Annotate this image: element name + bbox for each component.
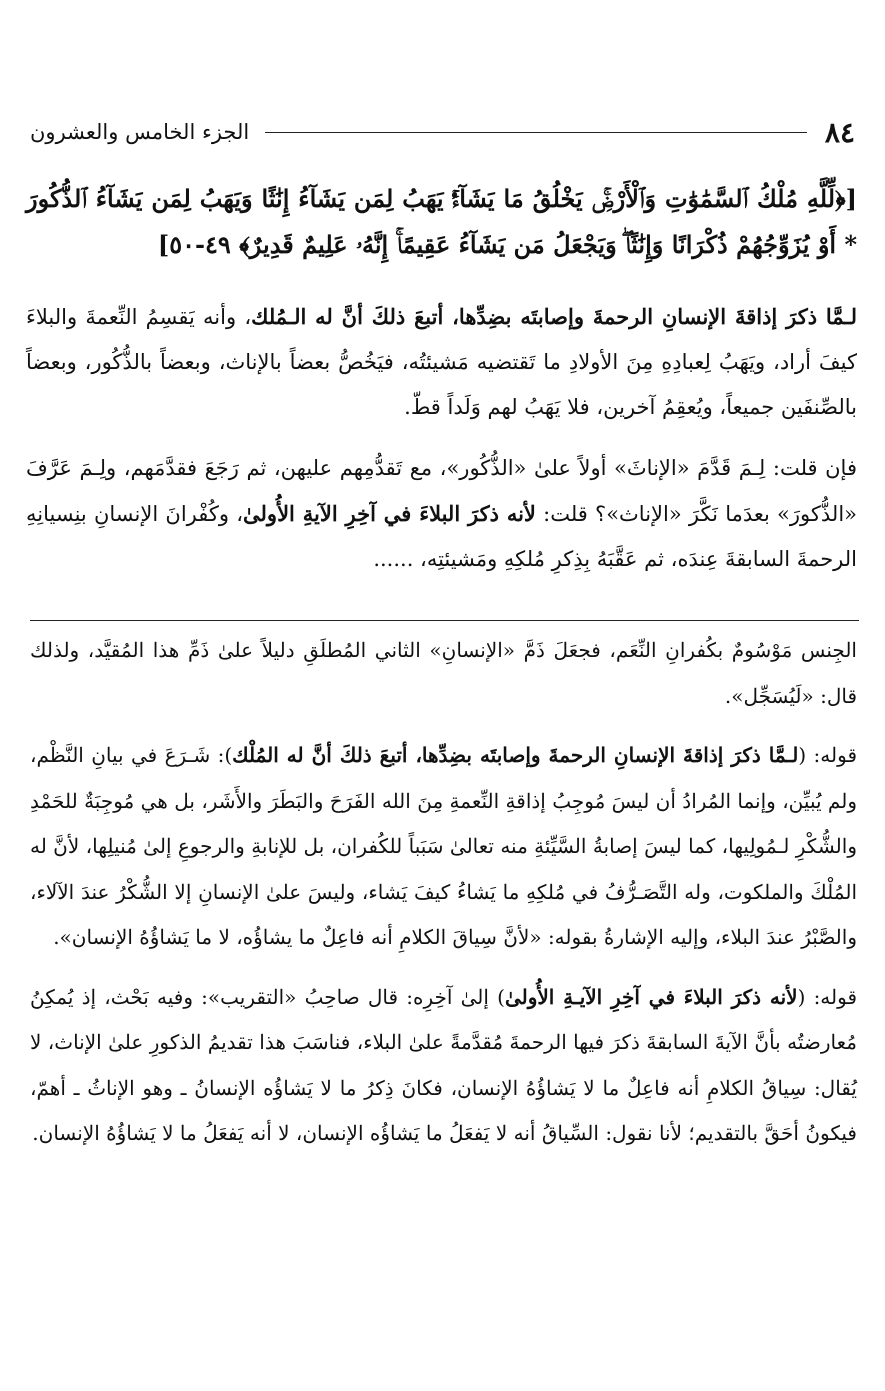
gloss-text-2a: قوله: ( — [798, 743, 858, 767]
commentary-paragraph-1 — [26, 294, 857, 430]
commentary-bold-1: لـمَّا ذكرَ إذاقةَ الإنسانِ الرحمةَ وإصابتَه بضِدِّها، أتبعَ ذلكَ أنَّ له الـمُلك — [251, 304, 858, 329]
gloss-paragraph-1: الجِنس مَوْسُومٌ بكُفرانِ النِّعَم، فجعَلَ ذَمَّ «الإنسانِ» الثاني المُطلَقِ دليلاً علىٰ ذَمِّ هذا المُقيَّد، ولذلك قال: «لَيُسَجِّل». — [30, 638, 857, 708]
running-title: الجزء الخامس والعشرون — [30, 120, 250, 144]
commentary-paragraph-2 — [26, 446, 857, 582]
gloss-paragraph-2 — [30, 733, 857, 961]
gloss-paragraph-3 — [30, 975, 857, 1157]
header-rule — [265, 132, 807, 133]
gloss-quote-3: لأنه ذكرَ البلاءَ في آخِرِ الآيـةِ الأُولىٰ — [504, 984, 798, 1009]
main-text — [26, 176, 857, 598]
running-header — [30, 112, 855, 152]
commentary-text-1: ، وأنه يَقسِمُ النِّعمةَ والبلاءَ كيفَ أراد، ويَهَبُ لِعبادِهِ مِنَ الأولادِ ما تَقتضيه مَشيئتُه، فيَخُصُّ بعضاً بالإناث، وبعضاً بالذُّكُور، وبعضاً بالصِّنفَين جميعاً، ويُعقِمُ آخرين، فلا يَهَبُ لهم وَلَداً قطّ. — [26, 305, 857, 419]
commentary-bold-2: لأنه ذكرَ البلاءَ في آخِرِ الآيةِ الأُولىٰ — [243, 501, 536, 526]
commentary-text-2a: فإن قلت: لِـمَ قَدَّمَ «الإناثَ» أولاً علىٰ «الذُّكُور»، مع تَقدُّمِهم عليهن، ثم رَجَعَ فقدَّمَهم، ولِـمَ عَرَّفَ «الذُّكورَ» بعدَما نَكَّرَ «الإناث»؟ قلت: — [26, 456, 858, 526]
quran-verse: [﴿لِّلَّهِ مُلْكُ ٱلسَّمَٰوَٰتِ وَٱلْأَرْضِۚ يَخْلُقُ مَا يَشَآءُۚ يَهَبُ لِمَن يَشَآءُ إِنَٰثًا وَيَهَبُ لِمَن يَشَآءُ ٱلذُّكُورَ * أَوْ يُزَوِّجُهُمْ ذُكْرَانًا وَإِنَٰثًاۖ وَيَجْعَلُ مَن يَشَآءُ عَقِيمًاۚ إِنَّهُۥ عَلِيمٌ قَدِيرٌ﴾ ٤٩-٥٠] — [26, 184, 857, 259]
gloss-text-2b: ): شَـرَعَ في بيانِ النَّظْم، ولم يُبيِّن، وإنما المُرادُ أن ليسَ مُوجِبُ إذاقةِ النِّعمةِ مِنَ الله الفَرَحَ والبَطَرَ والأَشَر، بل هي مُوجِبَةٌ للحَمْدِ والشُّكْرِ لـمُولِيها، كما ليسَ إصابةُ السَّيِّئةِ منه تعالىٰ سَبَباً للكُفران، بل للإنابةِ والرجوعِ إلىٰ مُنيلِها، لأنَّ له المُلْكَ والملكوت، وله التَّصَـرُّفُ في مُلكِهِ ما يَشاءُ كيفَ يَشاء، وليسَ علىٰ الإنسانِ إلا الشُّكْرُ عندَ الآلاء، والصَّبْرُ عندَ البلاء، وإليه الإشارةُ بقوله: «لأنَّ سِياقَ الكلامِ أنه فاعِلٌ ما يشاؤُه، لا ما يَشاؤُهُ الإنسان». — [30, 743, 857, 949]
commentary-text-2b: ، وكُفْرانَ الإنسانِ بنِسيانِهِ الرحمةَ السابقةَ عِندَه، ثم عَقَّبَهُ بِذِكرِ مُلكِهِ ومَشيئتِه، ...... — [26, 502, 857, 571]
footnote-divider — [30, 620, 859, 621]
gloss-text-3b: ) إلىٰ آخِرِه: قال صاحِبُ «التقريب»: وفيه بَحْث، إذ يُمكِنُ مُعارضتُه بأنَّ الآيةَ السابقةَ ذكرَ فيها الرحمةَ مُقدَّمةً علىٰ البلاء، فناسَبَ هذا تقديمُ الذكورِ علىٰ الإناث، لا يُقال: سِياقُ الكلامِ أنه فاعِلٌ ما لا يَشاؤُهُ الإنسان، فكانَ ذِكرُ ما لا يَشاؤُه الإنسانُ ـ وهو الإناثُ ـ أهمّ، فيكونُ أحَقَّ بالتقديم؛ لأنا نقول: السِّياقُ أنه لا يَفعَلُ ما يَشاؤُه الإنسان، لا أنه يَفعَلُ ما لا يَشاؤُهُ الإنسان. — [30, 984, 857, 1145]
gloss-quote-2: لـمَّا ذكرَ إذاقةَ الإنسانِ الرحمةَ وإصابتَه بضِدِّها، أتبعَ ذلكَ أنَّ له المُلْك — [232, 743, 799, 767]
page-number: ٨٤ — [824, 115, 855, 149]
gloss-section — [30, 628, 857, 1171]
gloss-text-3a: قوله: ( — [797, 984, 858, 1009]
